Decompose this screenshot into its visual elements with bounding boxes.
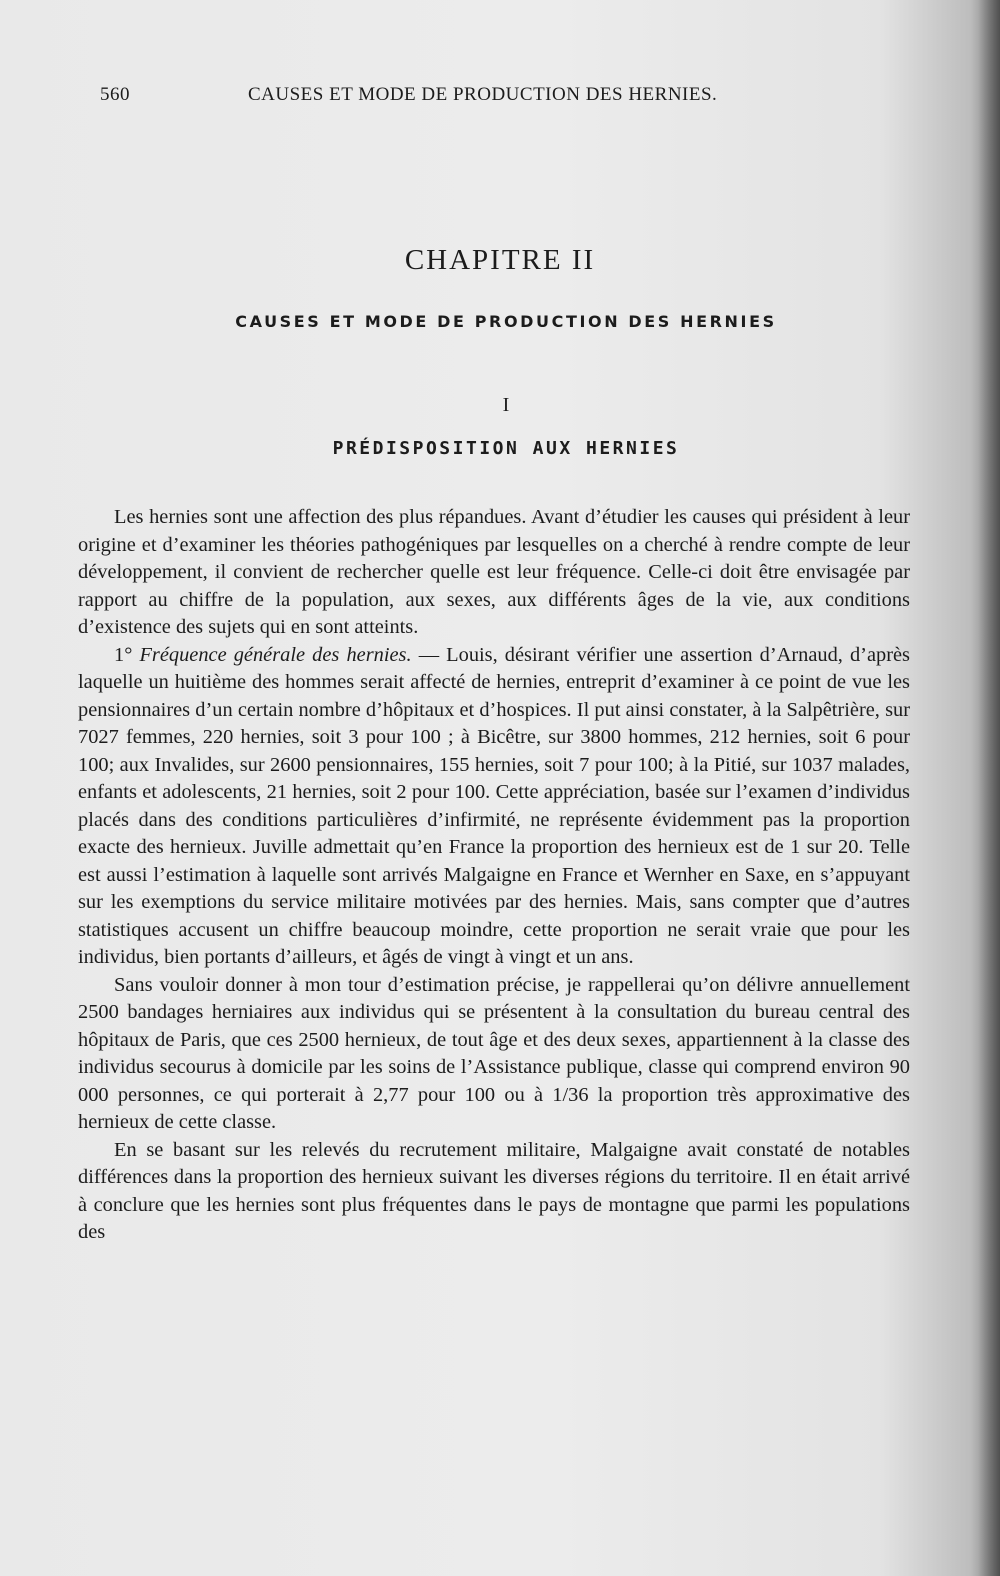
paragraph-general-frequency-text: — Louis, désirant vérifier une assertion d’Arnaud, d’après laquelle un huitième des hommes serait affecté de hernies, entreprit d’examiner à ce point de vue les pensionnaires d’un certain nombre d’hôpitaux et d’hospices. Il put ainsi constater, à la Salpêtrière, sur 7027 femmes, 220 hernies, soit 3 pour 100 ; à Bicêtre, sur 3800 hommes, 212 hernies, soit 6 pour 100; aux Invalides, sur 2600 pensionnaires, 155 hernies, soit 7 pour 100; à la Pitié, sur 1037 malades, enfants et adolescents, 21 hernies, soit 2 pour 100. Cette appréciation, basée sur l’examen d’individus placés dans des conditions particulières d’infirmité, ne représente évidemment pas la proportion exacte des hernieux. Juville admettait qu’en France la proportion des hernieux est de 1 sur 20. Telle est aussi l’estimation à laquelle sont arrivés Malgaigne en France et Wernher en Saxe, en s’appuyant sur les exemptions du service militaire motivées par des hernies. Mais, sans compter que d’autres statistiques accusent un chiffre beaucoup moindre, cette proportion ne serait vraie que pour les individus, bien portants d’ailleurs, et âgés de vingt à vingt et un ans.	[78, 643, 910, 968]
section-title: PRÉDISPOSITION AUX HERNIES	[332, 438, 680, 459]
page-edge-shadow	[978, 0, 1000, 1576]
paragraph-estimation: Sans vouloir donner à mon tour d’estimation précise, je rappellerai qu’on délivre annuellement 2500 bandages herniaires aux individus qui se présentent à la consultation du bureau central des hôpitaux de Paris, que ces 2500 hernieux, de tout âge et des deux sexes, appartiennent à la classe des individus secourus à domicile par les soins de l’Assistance publique, classe qui comprend environ 90 000 personnes, ce qui porterait à 2,77 pour 100 ou à 1/36 la proportion très approximative des hernieux de cette classe.	[78, 973, 910, 1133]
section-number: I	[502, 394, 510, 416]
subsection-heading: Fréquence générale des hernies.	[139, 643, 412, 666]
chapter-heading: CHAPITRE II	[404, 244, 596, 276]
page-number: 560	[100, 84, 130, 105]
paragraph-frequency-intro: Les hernies sont une affection des plus répandues. Avant d’étudier les causes qui président à leur origine et d’examiner les théories pathogéniques par lesquelles on a cherché à rendre compte de leur développement, il convient de rechercher quelle est leur fréquence. Celle-ci doit être envisagée par rapport au chiffre de la population, aux sexes, aux différents âges de la vie, aux conditions d’existence des sujets qui en sont atteints.	[78, 506, 910, 638]
chapter-subtitle: CAUSES ET MODE DE PRODUCTION DES HERNIES	[235, 312, 777, 331]
body-text	[78, 504, 910, 1247]
paragraph-general-frequency	[78, 642, 910, 972]
show-through-texture	[100, 120, 910, 310]
running-head	[100, 84, 790, 108]
subsection-number: 1°	[114, 643, 133, 666]
running-title: CAUSES ET MODE DE PRODUCTION DES HERNIES.	[248, 84, 718, 105]
paragraph-regional-differences: En se basant sur les relevés du recrutement militaire, Malgaigne avait constaté de notables différences dans la proportion des hernieux suivant les diverses régions du territoire. Il en était arrivé à conclure que les hernies sont plus fréquentes dans le pays de montagne que parmi les populations des	[78, 1138, 910, 1243]
